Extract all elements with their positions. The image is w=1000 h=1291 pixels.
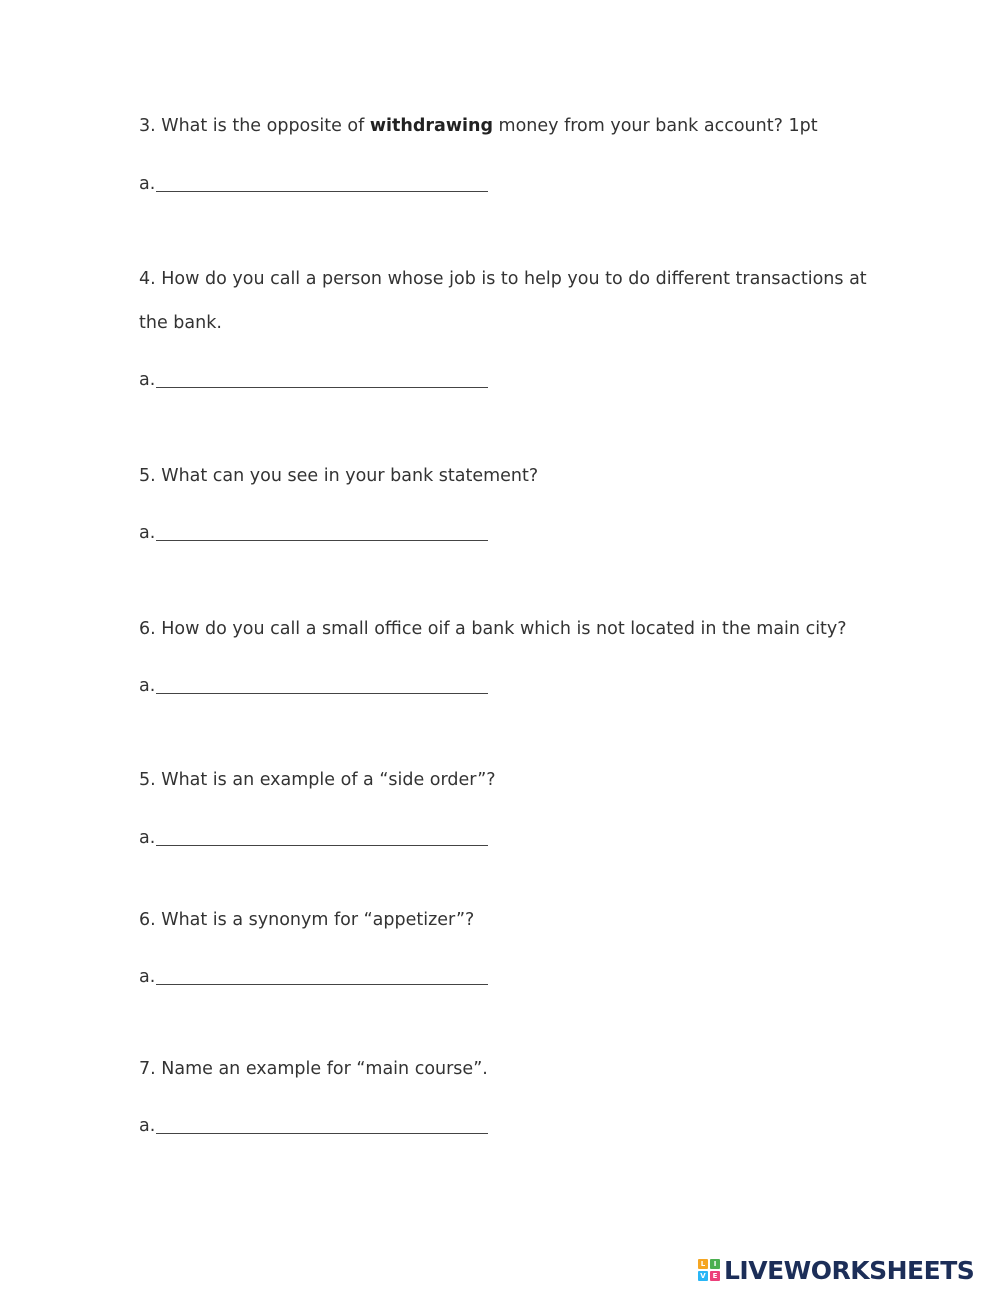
answer-line[interactable] [156,693,488,694]
logo-tile: I [710,1259,720,1269]
answer-prefix: a. [139,967,156,987]
answer-7-main-course[interactable] [139,1115,488,1137]
question-4-line-1: 4. How do you call a person whose job is to help you to do different transactions at [139,269,867,289]
answer-prefix: a. [139,174,156,194]
answer-prefix: a. [139,370,156,390]
answer-line[interactable] [156,984,488,985]
logo-tile: L [698,1259,708,1269]
answer-5-bank-statement[interactable] [139,522,488,544]
question-4-line-2: the bank. [139,313,222,333]
answer-6-branch[interactable] [139,675,488,697]
question-3 [139,115,818,137]
answer-line[interactable] [156,387,488,388]
answer-prefix: a. [139,828,156,848]
answer-6-appetizer[interactable] [139,966,488,988]
answer-4[interactable] [139,369,488,391]
question-3-text-start: 3. What is the opposite of [139,116,370,136]
answer-line[interactable] [156,540,488,541]
logo-tiles-icon [698,1259,720,1281]
question-5-side-order: 5. What is an example of a “side order”? [139,770,496,790]
question-3-text-end: money from your bank account? 1pt [492,116,818,136]
logo-text: LIVEWORKSHEETS [724,1255,975,1285]
answer-prefix: a. [139,676,156,696]
logo-tile: V [698,1271,708,1281]
question-6-appetizer: 6. What is a synonym for “appetizer”? [139,910,475,930]
answer-prefix: a. [139,1116,156,1136]
question-5-bank-statement: 5. What can you see in your bank statement? [139,466,539,486]
answer-3[interactable] [139,173,488,195]
logo-tile: E [710,1271,720,1281]
answer-5-side-order[interactable] [139,827,488,849]
answer-line[interactable] [156,1133,488,1134]
question-3-bold-word: withdrawing [369,116,493,136]
question-7-main-course: 7. Name an example for “main course”. [139,1059,488,1079]
question-6-branch: 6. How do you call a small office oif a bank which is not located in the main city? [139,619,847,639]
answer-prefix: a. [139,523,156,543]
answer-line[interactable] [156,191,488,192]
liveworksheets-logo [698,1254,974,1286]
answer-line[interactable] [156,845,488,846]
